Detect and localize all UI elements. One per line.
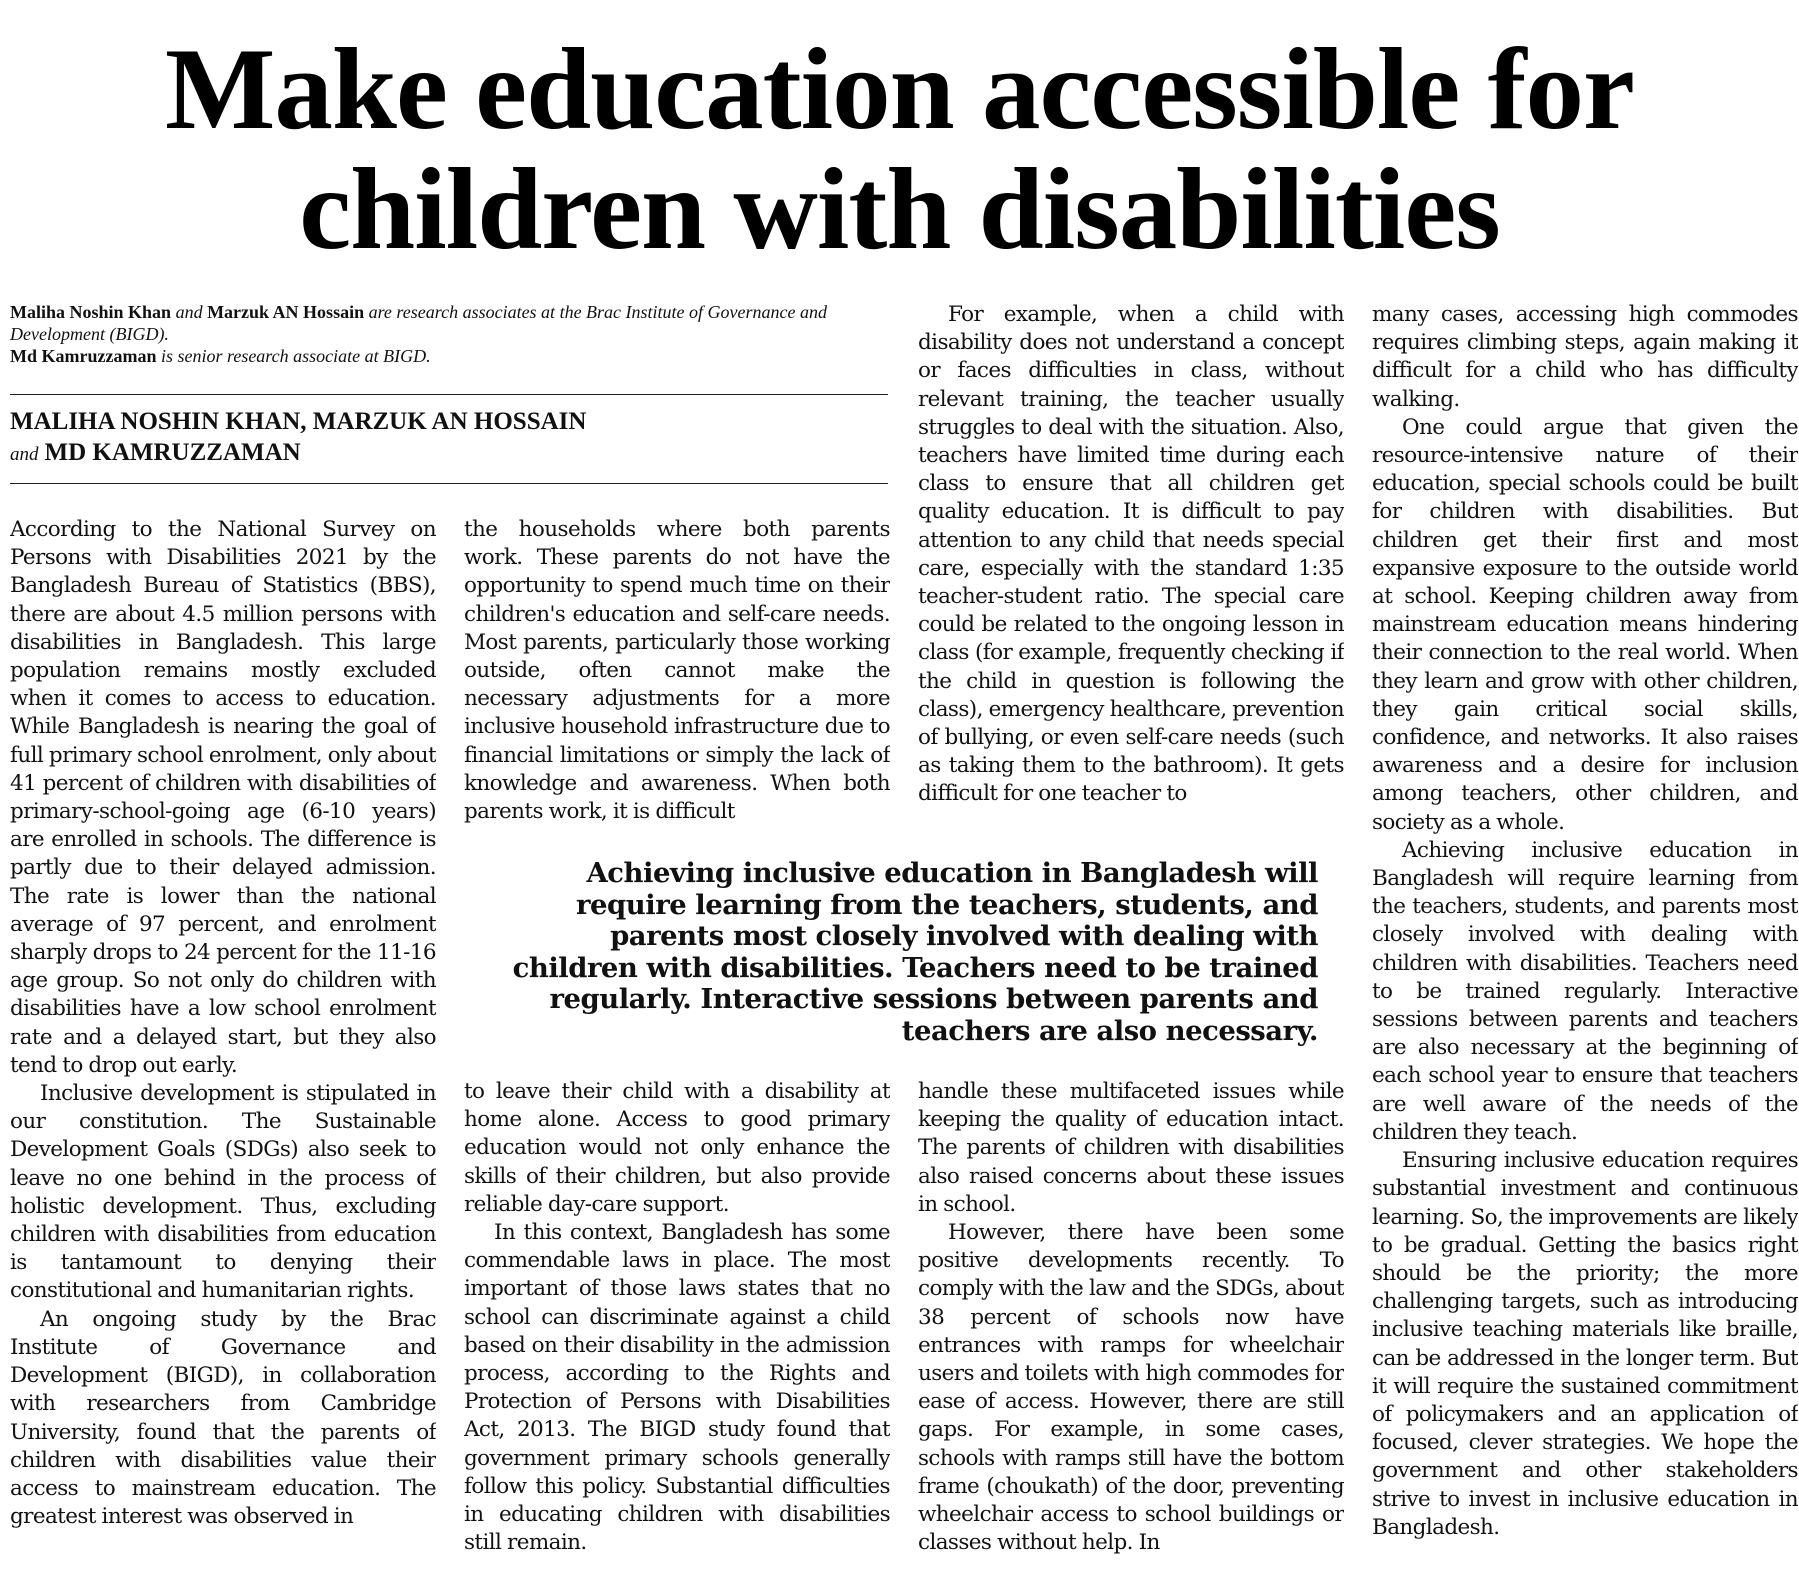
col2-bottom-paragraph-2: In this context, Bangladesh has some commendable laws in place. The most important of those laws states that no school can discriminate against a child based on their disability in the admission process, according to the Rights and Protection of Persons with Disabilities Act, 2013. The BIGD study found that government primary schools generally follow this policy. Substantial difficulties in educating children with disabilities still remain. <box>464 1220 890 1556</box>
column-1 <box>10 516 436 1568</box>
author-note-desc-1: are research associates at the Brac Institute of Governance and Development (BIGD). <box>10 302 827 344</box>
author-note-names-3: Md Kamruzzaman <box>10 346 157 366</box>
col4-paragraph-2: One could argue that given the resource-intensive nature of their education, special schools could be built for children with disabilities. But children get their first and most expansive exposure to the outside world at school. Keeping children away from mainstream education means hindering their connection to the real world. When they learn and grow with other children, they gain critical social skills, confidence, and networks. It also raises awareness and a desire for inclusion among teachers, other children, and society as a whole. <box>1372 414 1798 835</box>
col4-paragraph-1: many cases, accessing high commodes requires climbing steps, again making it difficult for a child who has difficulty walking. <box>1372 302 1798 412</box>
byline <box>10 406 880 470</box>
article-headline <box>0 25 1799 274</box>
author-note <box>10 301 880 367</box>
pull-quote: Achieving inclusive education in Bangladesh will require learning from the teachers, students, and parents most closely involved with dealing with children with disabilities. Teachers need to be trained regularly. Interactive sessions between parents and teachers are also necessary. <box>512 857 1318 1047</box>
col4-paragraph-4: Ensuring inclusive education requires substantial investment and continuous learning. So, the improvements are likely to be gradual. Getting the basics right should be the priority; the more challenging targets, such as introducing inclusive teaching materials like braille, can be addressed in the longer term. But it will require the sustained commitment of policymakers and an application of focused, clever strategies. We hope the government and other stakeholders strive to invest in inclusive education in Bangladesh. <box>1372 1148 1798 1540</box>
col1-paragraph-2: Inclusive development is stipulated in our constitution. The Sustainable Development Goals (SDGs) also seek to leave no one behind in the process of holistic development. Thus, excluding children with disabilities from education is tantamount to denying their constitutional and humanitarian rights. <box>10 1081 436 1304</box>
author-note-desc-2: is senior research associate at BIGD. <box>160 346 431 366</box>
headline-line-1: Make education accessible for <box>165 25 1634 154</box>
column-3-bottom <box>918 1078 1344 1568</box>
author-note-names-2: Marzuk AN Hossain <box>207 302 365 322</box>
col1-paragraph-1: According to the National Survey on Persons with Disabilities 2021 by the Bangladesh Bureau of Statistics (BBS), there are about 4.5 million persons with disabilities in Bangladesh. This large population remains mostly excluded when it comes to access to education. While Bangladesh is nearing the goal of full primary school enrolment, only about 41 percent of children with disabilities of primary-school-going age (6-10 years) are enrolled in schools. The difference is partly due to their delayed admission. The rate is lower than the national average of 97 percent, and enrolment sharply drops to 24 percent for the 11-16 age group. So not only do children with disabilities have a low school enrolment rate and a delayed start, but they also tend to drop out early. <box>10 517 436 1078</box>
author-note-and: and <box>175 302 203 322</box>
col2-bottom-paragraph-1: to leave their child with a disability at home alone. Access to good primary education would not only enhance the skills of their children, but also provide reliable day-care support. <box>464 1079 890 1217</box>
byline-top-rule <box>10 394 888 395</box>
byline-line-1: MALIHA NOSHIN KHAN, MARZUK AN HOSSAIN <box>10 408 587 435</box>
byline-line-2: MD KAMRUZZAMAN <box>44 439 301 466</box>
col3-bottom-paragraph-1: handle these multifaceted issues while keeping the quality of education intact. The parents of children with disabilities also raised concerns about these issues in school. <box>918 1079 1344 1217</box>
column-2-bottom <box>464 1078 890 1568</box>
col1-paragraph-3: An ongoing study by the Brac Institute of Governance and Development (BIGD), in collaboration with researchers from Cambridge University, found that the parents of children with disabilities value their access to mainstream education. The greatest interest was observed in <box>10 1306 436 1530</box>
byline-and: and <box>10 444 39 465</box>
col2-top-paragraph-1: the households where both parents work. These parents do not have the opportunity to spend much time on their children's education and self-care needs. Most parents, particularly those working outside, often cannot make the necessary adjustments for a more inclusive household infrastructure due to financial limitations or simply the lack of knowledge and awareness. When both parents work, it is difficult <box>464 517 890 825</box>
column-3-top <box>918 301 1344 828</box>
headline-line-2: children with disabilities <box>299 145 1500 274</box>
column-4 <box>1372 301 1798 1568</box>
byline-bottom-rule <box>10 483 888 484</box>
col3-bottom-paragraph-2: However, there have been some positive developments recently. To comply with the law and the SDGs, about 38 percent of schools now have entrances with ramps for wheelchair users and toilets with high commodes for ease of access. However, there are still gaps. For example, in some cases, schools with ramps still have the bottom frame (choukath) of the door, preventing wheelchair access to school buildings or classes without help. In <box>918 1220 1344 1556</box>
col3-top-paragraph-1: For example, when a child with disability does not understand a concept or faces difficulties in class, without relevant training, the teacher usually struggles to deal with the situation. Also, teachers have limited time during each class to ensure that all children get quality education. It is difficult to pay attention to any child that needs special care, especially with the standard 1:35 teacher-student ratio. The special care could be related to the ongoing lesson in class (for example, frequently checking if the child in question is following the class), emergency healthcare, prevention of bullying, or even self-care needs (such as taking them to the bathroom). It gets difficult for one teacher to <box>918 302 1344 807</box>
col4-paragraph-3: Achieving inclusive education in Bangladesh will require learning from the teachers, students, and parents most closely involved with dealing with children with disabilities. Teachers need to be trained regularly. Interactive sessions between parents and teachers are also necessary at the beginning of each school year to ensure that teachers are well aware of the needs of the children they teach. <box>1372 837 1798 1145</box>
column-2-top <box>464 516 890 828</box>
author-note-names-1: Maliha Noshin Khan <box>10 302 172 322</box>
